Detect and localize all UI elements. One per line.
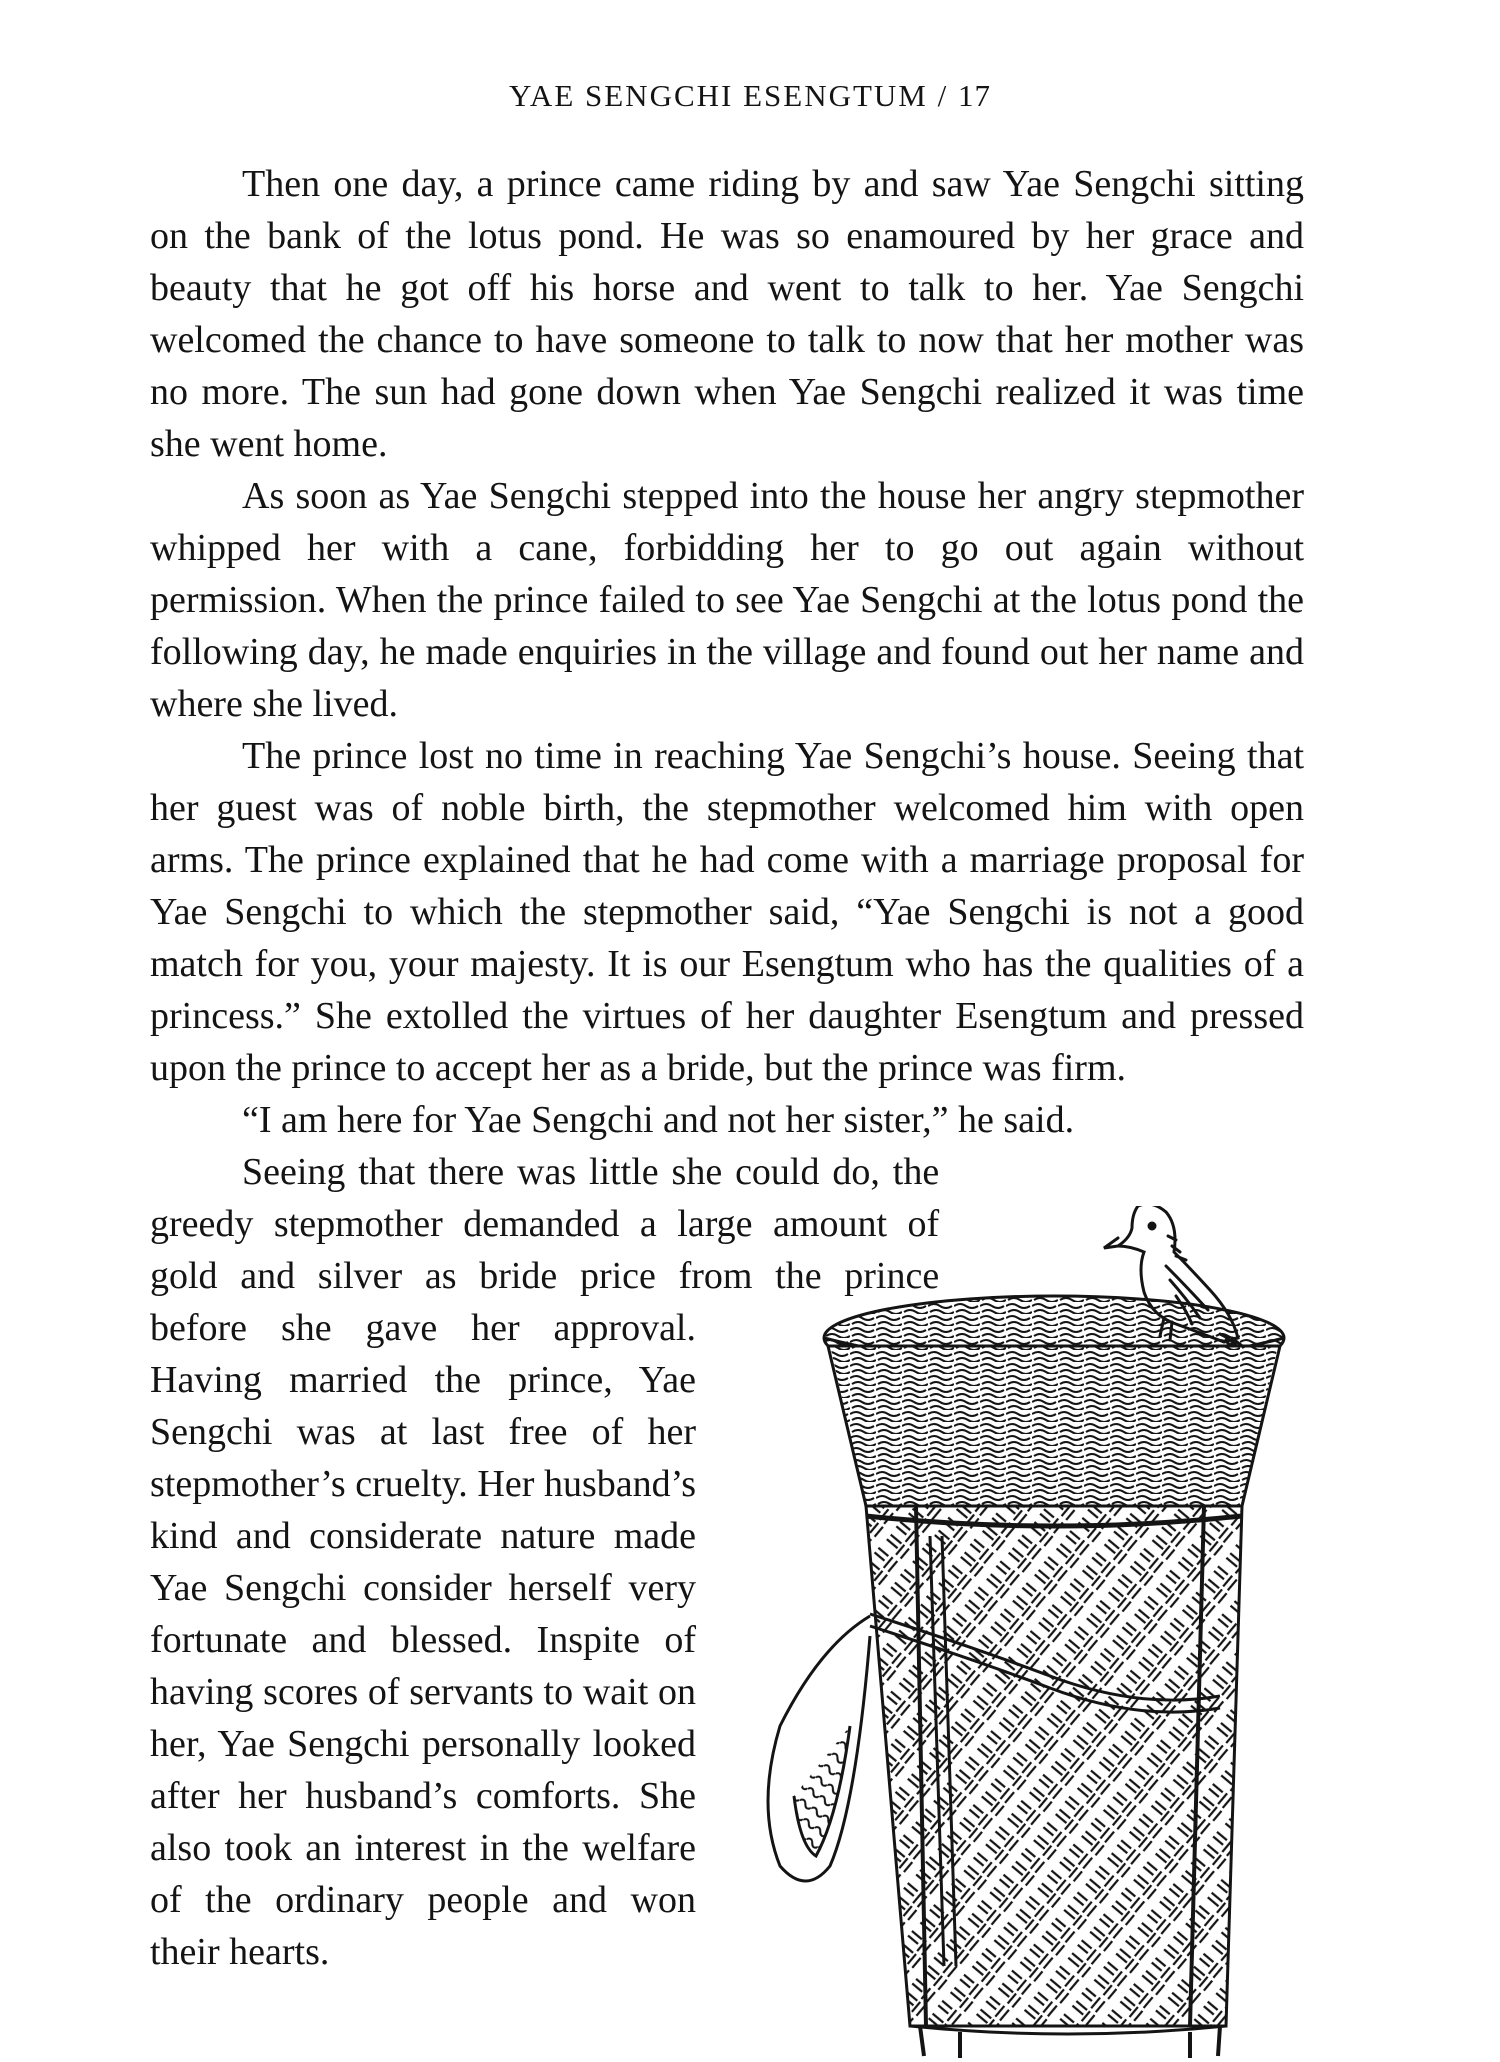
basket-drawing [720, 1206, 1344, 2062]
page-number: 17 [958, 78, 991, 113]
paragraph-3: The prince lost no time in reaching Yae Sengchi’s house. Seeing that her guest was of noble birth, the stepmother welcomed him with open arms. The prince explained that he had come with a marriage proposal for Yae Sengchi to which the stepmother said, “Yae Sengchi is not a good match for you, your majesty. It is our Esengtum who has the qualities of a princess.” She extolled the virtues of her daughter Esengtum and pressed upon the prince to accept her as a bride, but the prince was firm. [150, 735, 1304, 1089]
running-title: YAE SENGCHI ESENGTUM [508, 78, 928, 113]
basket-upper-body [820, 1346, 1290, 1515]
basket-lower-body [860, 1506, 1250, 2058]
basket-bird-illustration [720, 1206, 1344, 2062]
paragraph-2: As soon as Yae Sengchi stepped into the house her angry stepmother whipped her with a cane, forbidding her to go out again without permission. When the prince failed to see Yae Sengchi at the lotus pond the following day, he made enquiries in the village and found out her name and where she lived. [150, 475, 1304, 725]
paragraph-5: Seeing that there was little she could do, the greedy stepmother demanded a large amount of gold and silver as bride price from the prince before she gave her approval. Having married the prince, Yae Sengchi was at last free of her stepmother’s cruelty. Her husband’s kind and considerate nature made Yae Sengchi consider herself very fortunate and blessed. Inspite of having scores of servants to wait on her, Yae Sengchi personally looked after her husband’s comforts. She also took an interest in the welfare of the ordinary people and won their hearts. [150, 1151, 940, 1973]
header-separator: / [937, 78, 949, 113]
running-header [0, 78, 1500, 114]
body-text [150, 158, 1304, 2062]
paragraph-4: “I am here for Yae Sengchi and not her sister,” he said. [242, 1099, 1075, 1141]
paragraph-1: Then one day, a prince came riding by and saw Yae Sengchi sitting on the bank of the lotus pond. He was so enamoured by her grace and beauty that he got off his horse and went to talk to her. Yae Sengchi welcomed the chance to have someone to talk to now that her mother was no more. The sun had gone down when Yae Sengchi realized it was time she went home. [150, 163, 1304, 465]
